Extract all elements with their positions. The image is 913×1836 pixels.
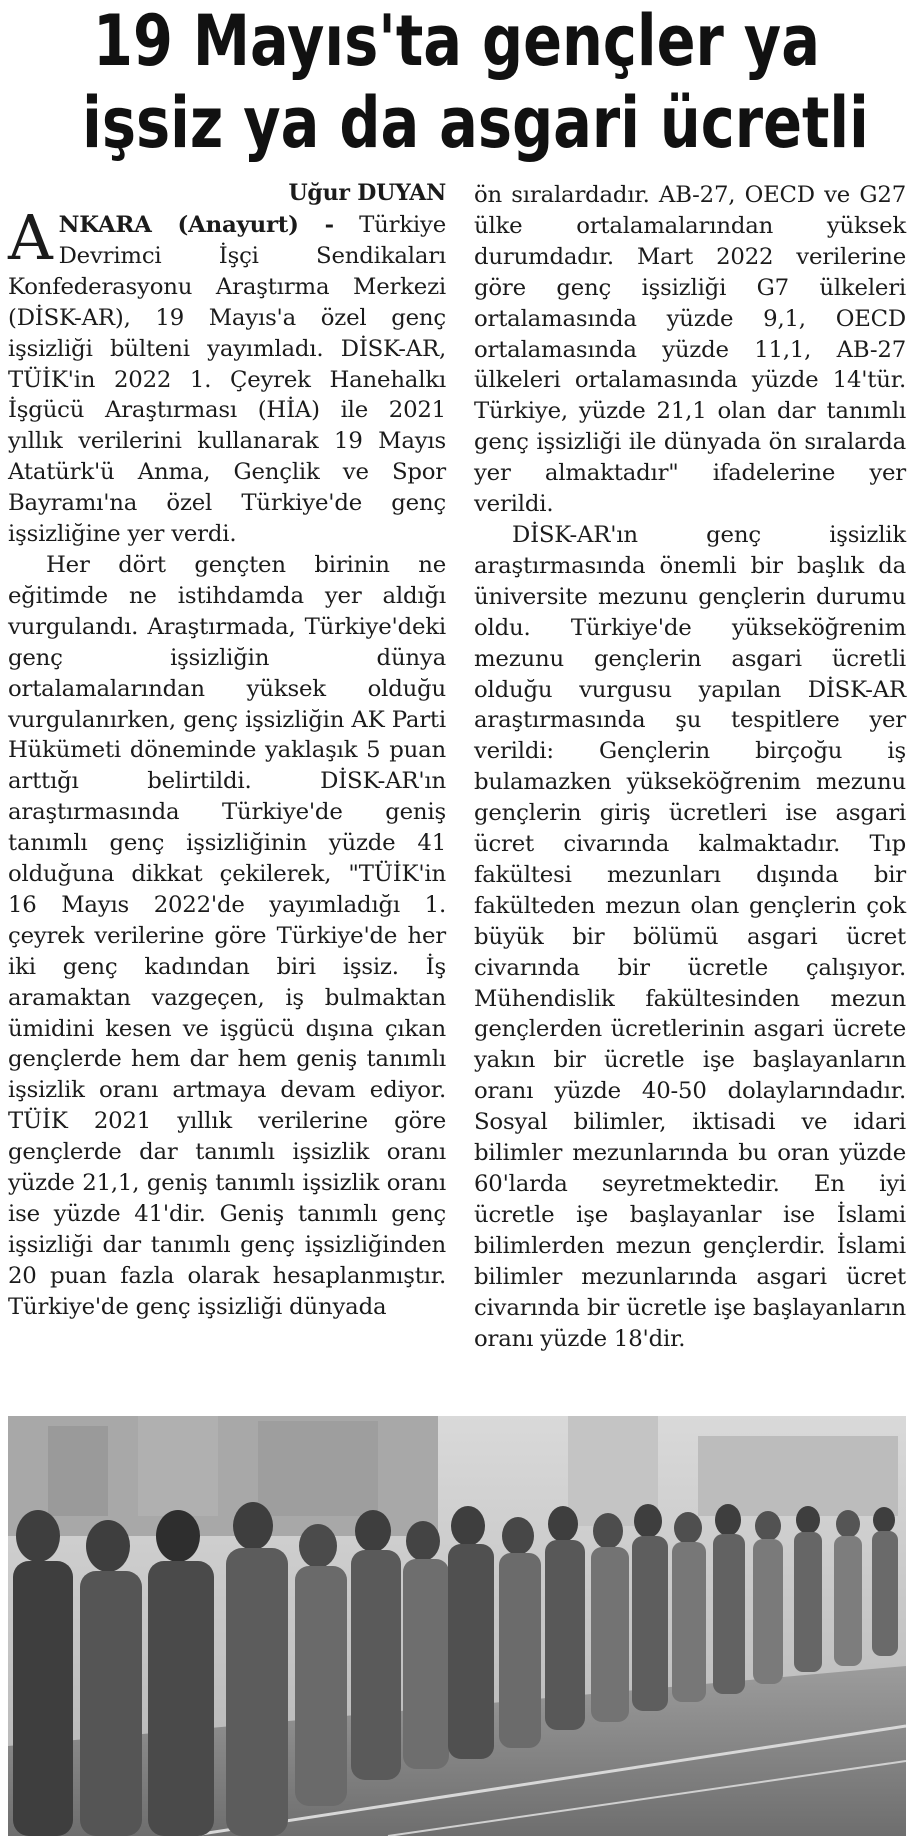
headline-line-2: işsiz ya da asgari ücretli <box>82 82 869 164</box>
article-paragraph-4: DİSK-AR'ın genç işsizlik araştırmasında önemli bir başlık da üniversite mezunu gençlerin durumu oldu. Türkiye'de yükseköğrenim mezunu gençlerin asgari ücretli olduğu vurgusu yapılan DİSK-AR araştırmasında şu tespitlere yer verildi: Gençlerin birçoğu iş bulamazken yükseköğrenim mezunu gençlerin giriş ücretleri ise asgari ücret civarında kalmaktadır. Tıp fakültesi mezunları dışında bir fakülteden mezun olan gençlerin çok büyük bir bölümü asgari ücret civarında bir ücretle çalışıyor. Mühendislik fakültesinden mezun gençlerden ücretlerinin asgari ücrete yakın bir ücretle işe başlayanların oranı yüzde 40-50 dolaylarındadır. Sosyal bilimler, iktisadi ve idari bilimler mezunlarında bu oran yüzde 60'larda seyretmektedir. En iyi ücretle işe başlayanlar ise İslami bilimlerden mezun gençlerdir. İslami bilimler mezunlarında asgari ücret civarında bir ücretle işe başlayanların oranı yüzde 18'dir. <box>474 521 906 1352</box>
crowd-queue-photo <box>8 1416 906 1836</box>
headline-line-1: 19 Mayıs'ta gençler ya <box>93 0 820 82</box>
author-byline: Uğur DUYAN <box>288 180 446 206</box>
article-column-right <box>474 180 906 1354</box>
article-column-left <box>8 180 446 1323</box>
article-paragraph-2: Her dört gençten birinin ne eğitimde ne istihdamda yer aldığı vurgulandı. Araştırmada, Türkiye'deki genç işsizliğin dünya ortalamalarından yüksek olduğu vurgulanırken, genç işsizliğin AK Parti Hükümeti döneminde yaklaşık 5 puan arttığı belirtildi. DİSK-AR'ın araştırmasında Türkiye'de geniş tanımlı genç işsizliğinin yüzde 41 olduğuna dikkat çekilerek, "TÜİK'in 16 Mayıs 2022'de yayımladığı 1. çeyrek verilerine göre Türkiye'de her iki genç kadından biri işsiz. İş aramaktan vazgeçen, iş bulmaktan ümidini kesen ve işgücü dışına çıkan gençlerde hem dar hem geniş tanımlı işsizlik oranı artmaya devam ediyor. TÜİK 2021 yıllık verilerine göre gençlerde dar tanımlı işsizlik oranı yüzde 21,1, geniş tanımlı işsizlik oranı ise yüzde 41'dir. Geniş tanımlı genç işsizliği dar tanımlı genç işsizliğinden 20 puan fazla olarak hesaplanmıştır. Türkiye'de genç işsizliği dünyada <box>8 551 446 1320</box>
headline <box>82 0 869 164</box>
article-paragraph-3: ön sıralardadır. AB-27, OECD ve G27 ülke ortalamalarından yüksek durumdadır. Mart 2022 verilerine göre genç işsizliği G7 ülkeleri ortalamasında yüzde 9,1, OECD ortalamasında yüzde 11,1, AB-27 ülkeleri ortalamasında yüzde 14'tür. Türkiye, yüzde 21,1 olan dar tanımlı genç işsizliği ile dünyada ön sıralarda yer almaktadır" ifadelerine yer verildi. <box>474 182 906 518</box>
dateline: NKARA (Anayurt) - <box>58 212 334 238</box>
lead-text: Türkiye Devrimci İşçi Sendikaları Konfederasyonu Araştırma Merkezi (DİSK-AR), 19 Mayıs'a özel genç işsizliği bülteni yayımladı. DİSK-AR, TÜİK'in 2022 1. Çeyrek Hanehalkı İşgücü Araştırması (HİA) ile 2021 yıllık verilerini kullanarak 19 Mayıs Atatürk'ü Anma, Gençlik ve Spor Bayramı'na özel Türkiye'de genç işsizliğine yer verdi. <box>8 212 446 548</box>
drop-cap: A <box>8 201 53 274</box>
lead-paragraph <box>8 201 446 550</box>
